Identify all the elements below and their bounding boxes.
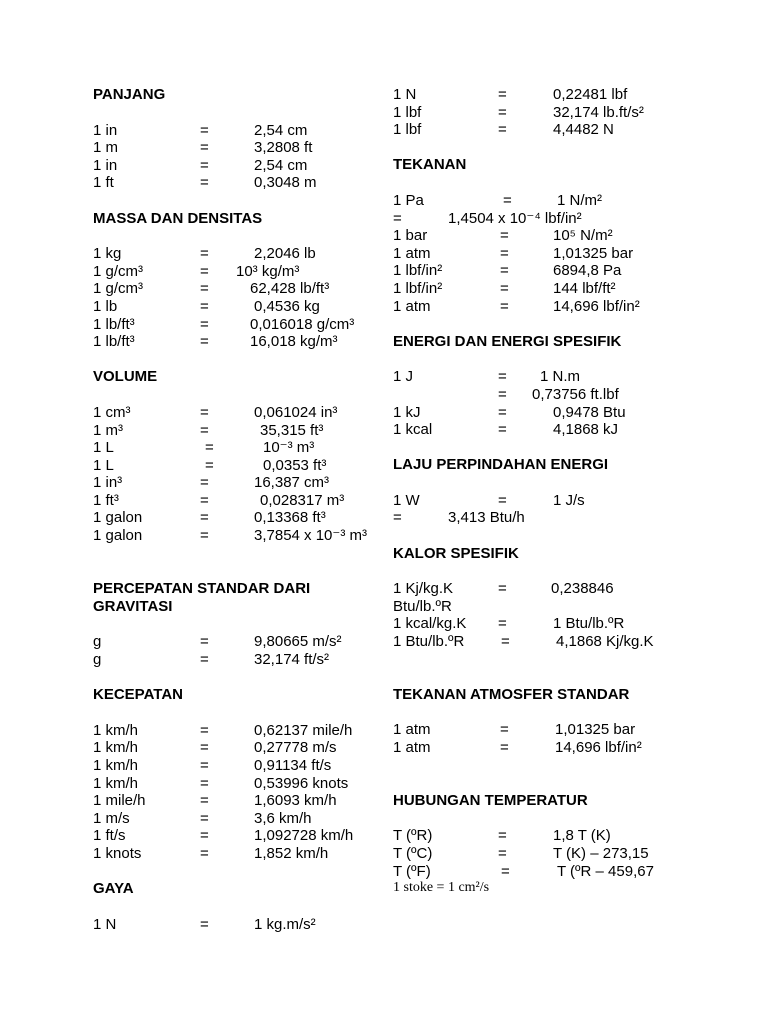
unit-to: 1 Btu/lb.ºR — [553, 615, 625, 633]
conversion-row — [93, 439, 378, 457]
unit-to: 0,9478 Btu — [553, 403, 626, 421]
unit-to: 0,53996 knots — [254, 774, 349, 792]
left-column — [93, 86, 378, 933]
conversion-row — [393, 845, 693, 863]
equals-sign: = — [498, 403, 507, 421]
equals-sign: = — [200, 139, 209, 157]
unit-from: 1 W — [393, 491, 420, 509]
conversion-row — [393, 262, 693, 280]
unit-from: 1 atm — [393, 721, 431, 739]
conversion-row — [93, 845, 378, 863]
conversion-row — [93, 509, 378, 527]
conversion-row — [393, 192, 693, 210]
equals-sign: = — [200, 245, 209, 263]
equals-sign: = — [503, 191, 512, 209]
equals-sign: = — [200, 792, 209, 810]
unit-to: 0,13368 ft³ — [254, 509, 326, 527]
unit-to: 0,016018 g/cm³ — [250, 315, 355, 333]
unit-to: 3,413 Btu/h — [448, 509, 525, 527]
conversion-row — [93, 916, 378, 934]
conversion-row — [393, 86, 693, 104]
unit-from: 1 lb/ft³ — [93, 315, 135, 333]
unit-from: 1 lbf — [393, 121, 422, 139]
unit-from: 1 lbf/in² — [393, 262, 443, 280]
conversion-row — [393, 633, 693, 651]
unit-from: 1 bar — [393, 227, 428, 245]
unit-from: 1 ft³ — [93, 491, 119, 509]
heading-percepatan-line1: PERCEPATAN STANDAR DARI — [93, 579, 311, 597]
unit-from: 1 N — [393, 86, 417, 103]
conversion-row — [93, 810, 378, 828]
heading-tekanan: TEKANAN — [393, 156, 467, 174]
conversion-row — [93, 422, 378, 440]
unit-to: 10⁵ N/m² — [553, 227, 613, 245]
conversion-row — [93, 298, 378, 316]
conversion-row — [93, 792, 378, 810]
unit-to: 2,2046 lb — [254, 245, 316, 263]
conversion-row — [393, 580, 693, 598]
unit-from: 1 g/cm³ — [93, 280, 144, 298]
equals-sign: = — [500, 227, 509, 245]
unit-to: 0,028317 m³ — [260, 491, 345, 509]
equals-sign: = — [500, 244, 509, 262]
unit-to: 10⁻³ m³ — [263, 439, 315, 457]
equals-sign: = — [501, 862, 510, 880]
unit-to: T (K) – 273,15 — [553, 844, 649, 862]
conversion-row — [93, 775, 378, 793]
heading-massa-densitas: MASSA DAN DENSITAS — [93, 209, 263, 227]
conversion-row — [93, 739, 378, 757]
unit-to: 32,174 lb.ft/s² — [553, 103, 644, 121]
conversion-row — [93, 474, 378, 492]
unit-to: 1,4504 x 10⁻⁴ lbf/in² — [448, 209, 582, 227]
conversion-row — [93, 722, 378, 740]
unit-to: 14,696 lbf/in² — [555, 739, 642, 756]
unit-to: 0,73756 ft.lbf — [532, 385, 619, 403]
conversion-row — [93, 280, 378, 298]
unit-from: 1 in — [93, 121, 118, 139]
unit-to: 0,3048 m — [254, 174, 317, 192]
unit-from: 1 km/h — [93, 721, 139, 739]
unit-from: 1 atm — [393, 244, 431, 262]
unit-to-continued: Btu/lb.ºR — [393, 597, 452, 615]
unit-to: 2,54 cm — [254, 121, 308, 139]
unit-from: 1 galon — [93, 509, 143, 527]
unit-to: 1 N/m² — [557, 191, 602, 209]
unit-to: 4,4482 N — [553, 121, 614, 139]
unit-from: 1 kcal — [393, 421, 433, 439]
unit-from: 1 kJ — [393, 403, 421, 421]
equals-sign: = — [200, 262, 209, 280]
unit-from: 1 m — [93, 139, 119, 157]
unit-to: 0,27778 m/s — [254, 739, 337, 757]
unit-to: 0,4536 kg — [254, 297, 320, 315]
conversion-row — [93, 157, 378, 175]
equals-sign: = — [393, 209, 402, 227]
equals-sign: = — [498, 827, 507, 845]
right-column — [393, 86, 693, 896]
unit-from: 1 J — [393, 368, 414, 386]
stoke-note: 1 stoke = 1 cm²/s — [393, 880, 490, 896]
conversion-row-continued — [393, 210, 693, 228]
conversion-row — [393, 245, 693, 263]
unit-from: 1 knots — [93, 844, 142, 862]
heading-volume: VOLUME — [93, 368, 158, 386]
unit-to: 0,22481 lbf — [553, 86, 628, 103]
equals-sign: = — [200, 774, 209, 792]
conversion-row — [93, 174, 378, 192]
conversion-row — [93, 457, 378, 475]
unit-to: 3,2808 ft — [254, 139, 313, 157]
equals-sign: = — [200, 121, 209, 139]
equals-sign: = — [500, 279, 509, 297]
heading-energi: ENERGI DAN ENERGI SPESIFIK — [393, 332, 622, 350]
heading-gaya: GAYA — [93, 880, 134, 898]
unit-from: 1 atm — [393, 297, 431, 315]
equals-sign: = — [200, 915, 209, 933]
equals-sign: = — [498, 368, 507, 386]
conversion-row — [93, 245, 378, 263]
unit-to: 9,80665 m/s² — [254, 633, 342, 651]
unit-from: 1 lbf — [393, 103, 422, 121]
unit-to: 0,62137 mile/h — [254, 721, 353, 739]
conversion-row — [393, 739, 693, 757]
unit-from: 1 atm — [393, 739, 431, 756]
unit-to: 1 J/s — [553, 491, 585, 509]
unit-to: 3,6 km/h — [254, 809, 312, 827]
unit-from: 1 lb — [93, 297, 118, 315]
conversion-row — [93, 633, 378, 651]
unit-to: 16,387 cm³ — [254, 474, 330, 492]
unit-to: 1,8 T (K) — [553, 827, 611, 845]
unit-from: 1 Kj/kg.K — [393, 580, 454, 598]
equals-sign: = — [200, 333, 209, 351]
equals-sign: = — [393, 509, 402, 527]
equals-sign: = — [200, 844, 209, 862]
equals-sign: = — [200, 739, 209, 757]
conversion-row — [393, 280, 693, 298]
unit-to: 0,0353 ft³ — [263, 456, 327, 474]
unit-from: 1 lbf/in² — [393, 279, 443, 297]
equals-sign: = — [200, 156, 209, 174]
equals-sign: = — [498, 103, 507, 121]
equals-sign: = — [200, 174, 209, 192]
conversion-row — [93, 492, 378, 510]
equals-sign: = — [498, 491, 507, 509]
equals-sign: = — [498, 844, 507, 862]
conversion-row — [393, 492, 693, 510]
conversion-row — [93, 263, 378, 281]
unit-to: 0,061024 in³ — [254, 403, 338, 421]
equals-sign: = — [498, 385, 507, 403]
equals-sign: = — [200, 315, 209, 333]
unit-to: 1,01325 bar — [553, 244, 634, 262]
unit-from: 1 m/s — [93, 809, 130, 827]
unit-from: 1 N — [93, 915, 117, 933]
equals-sign: = — [200, 757, 209, 774]
unit-from: g — [93, 651, 102, 669]
equals-sign: = — [200, 403, 209, 421]
unit-to: 10³ kg/m³ — [236, 262, 300, 280]
conversion-row — [93, 827, 378, 845]
equals-sign: = — [500, 262, 509, 280]
equals-sign: = — [500, 297, 509, 315]
unit-to: T (ºR – 459,67 — [557, 862, 654, 880]
conversion-row — [393, 827, 693, 845]
unit-from: 1 in³ — [93, 474, 123, 492]
unit-from: 1 ft/s — [93, 827, 126, 845]
unit-from: T (ºR) — [393, 827, 433, 845]
unit-from: g — [93, 633, 102, 651]
unit-from: 1 km/h — [93, 774, 139, 792]
unit-to: 1,01325 bar — [555, 721, 636, 739]
unit-to: 1 N.m — [540, 368, 581, 386]
unit-to: 4,1868 Kj/kg.K — [556, 633, 654, 651]
unit-to: 16,018 kg/m³ — [250, 333, 338, 351]
unit-to: 0,238846 — [551, 580, 614, 598]
conversion-row-continued — [393, 598, 693, 616]
unit-to: 1,092728 km/h — [254, 827, 354, 845]
conversion-row — [93, 333, 378, 351]
equals-sign: = — [501, 633, 510, 651]
heading-tekanan-atmosfer-standar: TEKANAN ATMOSFER STANDAR — [393, 685, 630, 703]
equals-sign: = — [498, 580, 507, 598]
unit-from: 1 km/h — [93, 757, 139, 774]
unit-to: 1 kg.m/s² — [254, 915, 316, 933]
heading-panjang: PANJANG — [93, 86, 166, 103]
unit-from: 1 km/h — [93, 739, 139, 757]
equals-sign: = — [498, 121, 507, 139]
equals-sign: = — [498, 615, 507, 633]
equals-sign: = — [200, 721, 209, 739]
conversion-row — [393, 298, 693, 316]
heading-percepatan-line2: GRAVITASI — [93, 597, 173, 615]
conversion-row — [93, 651, 378, 669]
unit-from: 1 galon — [93, 527, 143, 545]
unit-to: 1,6093 km/h — [254, 792, 337, 810]
conversion-row — [393, 721, 693, 739]
unit-from: 1 g/cm³ — [93, 262, 144, 280]
equals-sign: = — [200, 491, 209, 509]
equals-sign: = — [500, 739, 509, 756]
equals-sign: = — [200, 421, 209, 439]
unit-from: 1 m³ — [93, 421, 123, 439]
unit-to: 3,7854 x 10⁻³ m³ — [254, 527, 367, 545]
conversion-row-continued — [393, 386, 693, 404]
equals-sign: = — [205, 439, 214, 457]
equals-sign: = — [200, 827, 209, 845]
unit-from: 1 cm³ — [93, 403, 131, 421]
equals-sign: = — [498, 421, 507, 439]
conversion-row — [393, 863, 693, 881]
conversion-row — [93, 122, 378, 140]
heading-laju-perpindahan-energi: LAJU PERPINDAHAN ENERGI — [393, 456, 609, 474]
unit-to: 35,315 ft³ — [260, 421, 324, 439]
unit-to: 32,174 ft/s² — [254, 651, 330, 669]
unit-from: 1 kg — [93, 245, 122, 263]
heading-kalor-spesifik: KALOR SPESIFIK — [393, 544, 519, 562]
unit-from: T (ºC) — [393, 844, 433, 862]
unit-to: 2,54 cm — [254, 156, 308, 174]
unit-from: 1 mile/h — [93, 792, 146, 810]
heading-hubungan-temperatur: HUBUNGAN TEMPERATUR — [393, 791, 588, 809]
heading-kecepatan: KECEPATAN — [93, 686, 183, 704]
unit-to: 144 lbf/ft² — [553, 279, 616, 297]
conversion-row — [393, 121, 693, 139]
equals-sign: = — [200, 280, 209, 298]
unit-from: T (ºF) — [393, 862, 431, 880]
unit-from: 1 ft — [93, 174, 114, 192]
unit-from: 1 Pa — [393, 191, 424, 209]
equals-sign: = — [200, 297, 209, 315]
equals-sign: = — [200, 809, 209, 827]
conversion-row — [93, 316, 378, 334]
equals-sign: = — [500, 721, 509, 739]
conversion-row — [393, 368, 693, 386]
unit-to: 1,852 km/h — [254, 844, 329, 862]
unit-to: 62,428 lb/ft³ — [250, 280, 330, 298]
unit-from: 1 in — [93, 156, 118, 174]
equals-sign: = — [498, 86, 507, 103]
unit-from: 1 L — [93, 439, 114, 457]
equals-sign: = — [200, 651, 209, 669]
equals-sign: = — [200, 527, 209, 545]
conversion-row — [393, 227, 693, 245]
equals-sign: = — [205, 456, 214, 474]
conversion-row — [93, 757, 378, 775]
unit-to: 14,696 lbf/in² — [553, 297, 640, 315]
conversion-row — [393, 104, 693, 122]
equals-sign: = — [200, 474, 209, 492]
equals-sign: = — [200, 633, 209, 651]
unit-to: 4,1868 kJ — [553, 421, 619, 439]
conversion-row — [393, 421, 693, 439]
unit-from: 1 Btu/lb.ºR — [393, 633, 465, 651]
equals-sign: = — [200, 509, 209, 527]
unit-from: 1 L — [93, 456, 114, 474]
conversion-row — [393, 404, 693, 422]
conversion-row — [393, 615, 693, 633]
conversion-row — [93, 404, 378, 422]
unit-from: 1 lb/ft³ — [93, 333, 135, 351]
unit-to: 6894,8 Pa — [553, 262, 622, 280]
conversion-row-continued — [393, 509, 693, 527]
unit-from: 1 kcal/kg.K — [393, 615, 467, 633]
conversion-row — [93, 527, 378, 545]
conversion-row — [93, 139, 378, 157]
unit-to: 0,91134 ft/s — [254, 757, 332, 774]
